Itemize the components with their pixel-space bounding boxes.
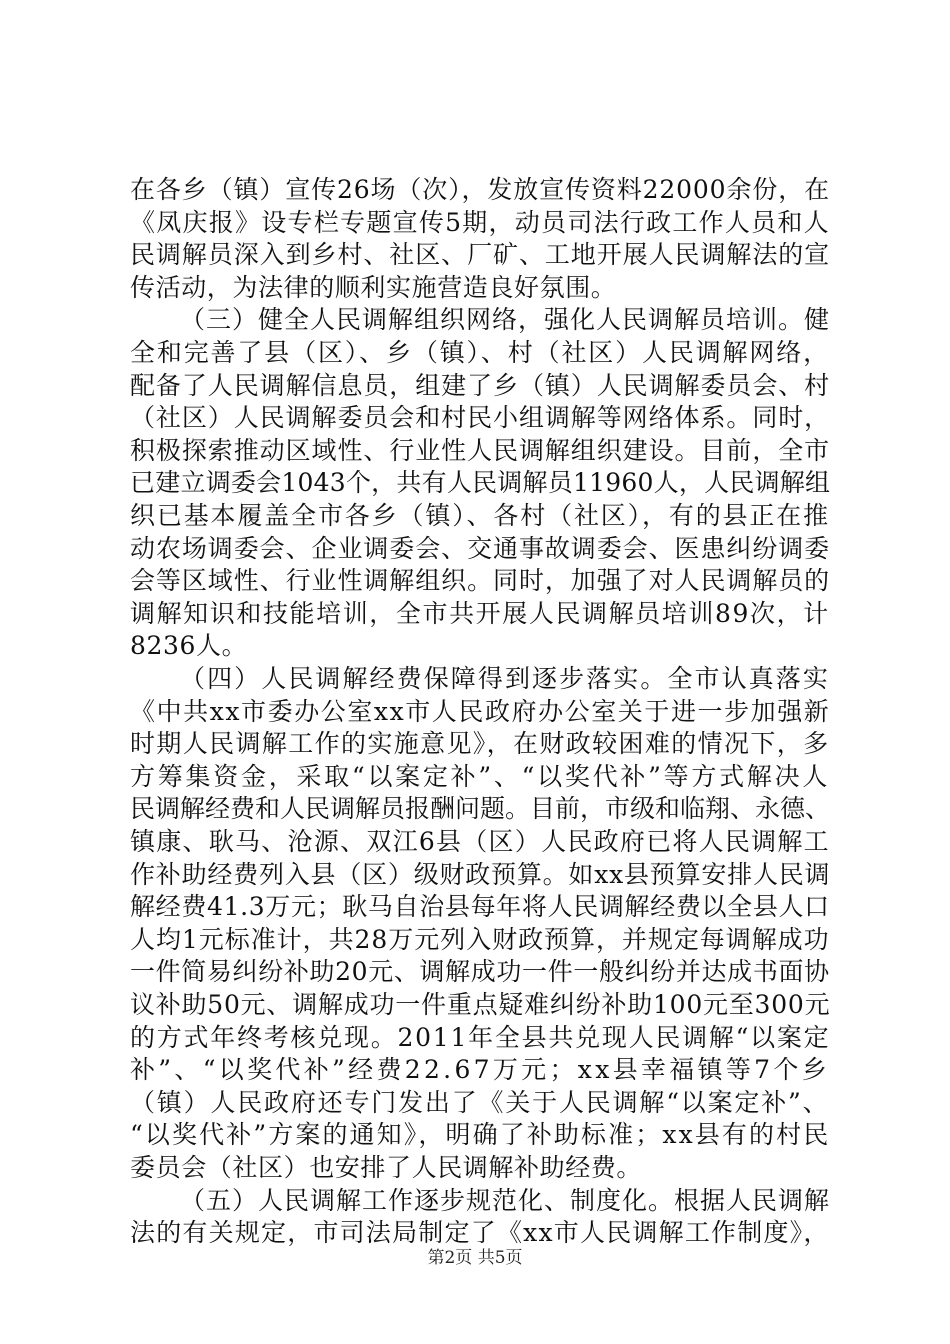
body-line: 方筹集资金，采取“以案定补”、“以奖代补”等方式解决人	[130, 762, 831, 791]
body-line: 补”、“以奖代补”经费22.67万元；xx县幸福镇等7个乡	[130, 1055, 831, 1084]
body-line: 调解知识和技能培训，全市共开展人民调解员培训89次，计	[130, 599, 830, 628]
body-line: 积极探索推动区域性、行业性人民调解组织建设。目前，全市	[130, 436, 831, 465]
body-line: “以奖代补”方案的通知》，明确了补助标准；xx县有的村民	[130, 1120, 831, 1149]
body-line: 委员会（社区）也安排了人民调解补助经费。	[130, 1153, 643, 1182]
body-line: 8236人。	[130, 631, 248, 660]
body-line: （社区）人民调解委员会和村民小组调解等网络体系。同时，	[130, 403, 831, 432]
body-line: 动农场调委会、企业调委会、交通事故调委会、医患纠纷调委	[130, 534, 831, 563]
body-line: 人均1元标准计，共28万元列入财政预算，并规定每调解成功	[130, 925, 830, 954]
body-line: 议补助50元、调解成功一件重点疑难纠纷补助100元至300元	[130, 990, 831, 1019]
body-line: 织已基本履盖全市各乡（镇）、各村（社区），有的县正在推	[130, 501, 830, 530]
body-line: 《凤庆报》设专栏专题宣传5期，动员司法行政工作人员和人	[130, 208, 830, 237]
body-line: 民调解经费和人民调解员报酬问题。目前，市级和临翔、永德、	[130, 794, 831, 823]
body-line: 时期人民调解工作的实施意见》，在财政较困难的情况下，多	[130, 729, 830, 758]
paragraph-heading-line: （三）健全人民调解组织网络，强化人民调解员培训。健	[180, 305, 831, 334]
body-line: 镇康、耿马、沧源、双江6县（区）人民政府已将人民调解工	[130, 827, 830, 856]
body-line: 解经费41.3万元；耿马自治县每年将人民调解经费以全县人口	[130, 892, 830, 921]
body-line: 已建立调委会1043个，共有人民调解员11960人，人民调解组	[130, 468, 831, 497]
body-line: 《中共xx市委办公室xx市人民政府办公室关于进一步加强新	[130, 697, 831, 726]
body-line: 传活动，为法律的顺利实施营造良好氛围。	[130, 273, 617, 302]
paragraph-heading-line: （五）人民调解工作逐步规范化、制度化。根据人民调解	[180, 1186, 831, 1215]
page-footer: 第2页 共5页	[427, 1248, 523, 1268]
body-line: （镇）人民政府还专门发出了《关于人民调解“以案定补”、	[130, 1088, 830, 1117]
body-line: 会等区域性、行业性调解组织。同时，加强了对人民调解员的	[130, 566, 831, 595]
paragraph-heading-line: （四）人民调解经费保障得到逐步落实。全市认真落实	[180, 664, 830, 693]
body-line: 在各乡（镇）宣传26场（次），发放宣传资料22000余份，在	[130, 175, 830, 204]
body-line: 民调解员深入到乡村、社区、厂矿、工地开展人民调解法的宣	[130, 240, 831, 269]
body-line: 的方式年终考核兑现。2011年全县共兑现人民调解“以案定	[130, 1023, 831, 1052]
body-line: 全和完善了县（区）、乡（镇）、村（社区）人民调解网络，	[130, 338, 830, 367]
body-line: 配备了人民调解信息员，组建了乡（镇）人民调解委员会、村	[130, 371, 831, 400]
body-line: 作补助经费列入县（区）级财政预算。如xx县预算安排人民调	[130, 860, 831, 889]
body-line: 法的有关规定，市司法局制定了《xx市人民调解工作制度》，	[130, 1218, 830, 1247]
body-line: 一件简易纠纷补助20元、调解成功一件一般纠纷并达成书面协	[130, 957, 830, 986]
